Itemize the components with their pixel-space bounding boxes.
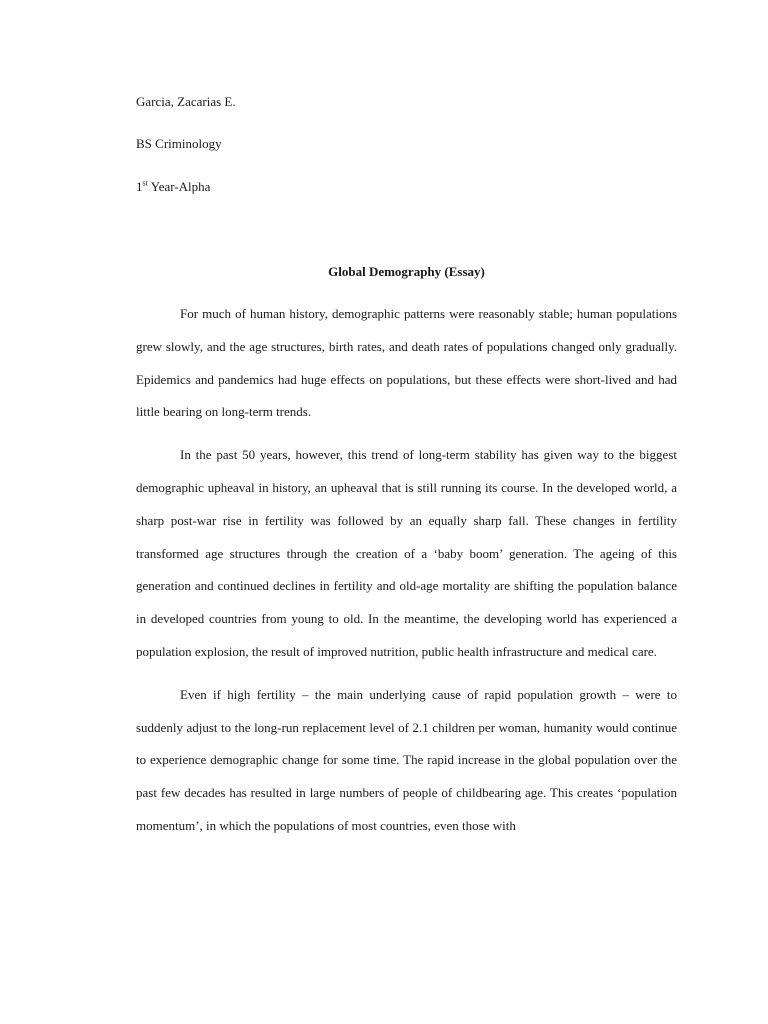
essay-paragraph-3: Even if high fertility – the main underlying cause of rapid population growth – were to suddenly adjust to the long-run replacement level of 2.1 children per woman, humanity would continue to experience demographic change for some time. The rapid increase in the global population over the past few decades has resulted in large numbers of people of childbearing age. This creates ‘population momentum’, in which the populations of most countries, even those with — [136, 686, 677, 833]
essay-body — [136, 298, 677, 853]
author-course: BS Criminology — [136, 136, 222, 151]
year-suffix: st — [142, 178, 148, 188]
author-year — [136, 179, 210, 195]
essay-paragraph-2: In the past 50 years, however, this trend of long-term stability has given way to the biggest demographic upheaval in history, an upheaval that is still running its course. In the developed world, a sharp post-war rise in fertility was followed by an equally sharp fall. These changes in fertility transformed age structures through the creation of a ‘baby boom’ generation. The ageing of this generation and continued declines in fertility and old-age mortality are shifting the population balance in developed countries from young to old. In the meantime, the developing world has experienced a population explosion, the result of improved nutrition, public health infrastructure and medical care. — [136, 447, 677, 659]
author-name: Garcia, Zacarias E. — [136, 94, 236, 109]
year-number: 1 — [136, 179, 143, 194]
essay-title: Global Demography (Essay) — [328, 264, 485, 279]
year-section: Year-Alpha — [147, 179, 211, 194]
essay-paragraph-1: For much of human history, demographic patterns were reasonably stable; human populations grew slowly, and the age structures, birth rates, and death rates of populations changed only gradually. Epidemics and pandemics had huge effects on populations, but these effects were short-lived and had little bearing on long-term trends. — [136, 306, 677, 420]
